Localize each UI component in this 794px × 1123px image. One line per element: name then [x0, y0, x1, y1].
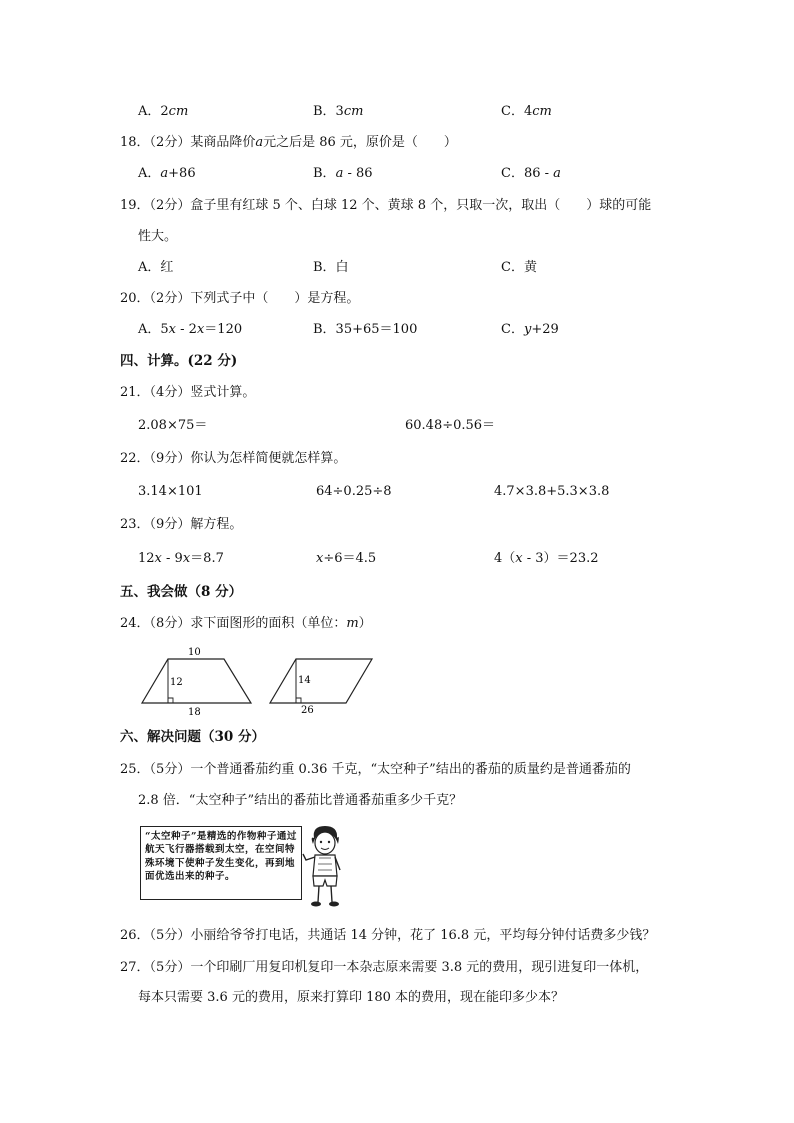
- q17-option-a: A．2cm: [138, 104, 189, 119]
- q21-stem: 21．（4分）竖式计算。: [120, 385, 256, 400]
- q24-figures: [138, 644, 388, 720]
- parallelogram-height-label: 14: [298, 675, 311, 686]
- q26-line1: 26．（5分）小丽给爷爷打电话，共通话 14 分钟，花了 16.8 元，平均每分钟付话费多少钱？: [120, 928, 656, 943]
- section-5-title: 五、我会做（8 分）: [120, 584, 243, 600]
- q22-expr-1: 3.14×101: [138, 484, 203, 499]
- q20-option-a: A．5x - 2x＝120: [138, 322, 243, 337]
- q17-option-c: C．4cm: [501, 104, 552, 119]
- trapezoid-bottom-label: 18: [188, 707, 201, 718]
- q27-line2: 每本只需要 3.6 元的费用，原来打算印 180 本的费用，现在能印多少本？: [138, 990, 565, 1005]
- section-4-title: 四、计算。(22 分): [120, 353, 238, 369]
- q19-option-c: C．黄: [501, 260, 537, 275]
- q18-option-a: A．a+86: [138, 166, 196, 181]
- q22-stem: 22．（9分）你认为怎样简便就怎样算。: [120, 451, 347, 466]
- q23-eq-2: x÷6＝4.5: [316, 551, 377, 566]
- q21-expr-2: 60.48÷0.56＝: [405, 418, 496, 433]
- q24-stem: 24．（8分）求下面图形的面积（单位：m）: [120, 616, 372, 631]
- q18-option-b: B．a - 86: [313, 166, 373, 181]
- child-illustration: [300, 824, 350, 910]
- q25-line1: 25．（5分）一个普通番茄约重 0.36 千克，“太空种子”结出的番茄的质量约是普通番茄的: [120, 762, 631, 777]
- q19-stem-line2: 性大。: [138, 229, 178, 244]
- q19-stem-line1: 19．（2分）盒子里有红球 5 个、白球 12 个、黄球 8 个，只取一次，取出（ ）球的可能: [120, 198, 652, 213]
- q18-option-c: C．86 - a: [501, 166, 561, 181]
- q23-eq-1: 12x - 9x＝8.7: [138, 551, 224, 566]
- q22-expr-2: 64÷0.25÷8: [316, 484, 392, 499]
- section-6-title: 六、解决问题（30 分）: [120, 729, 265, 745]
- q20-option-c: C．y+29: [501, 322, 559, 337]
- q18-stem: 18．（2分）某商品降价a元之后是 86 元，原价是（ ）: [120, 135, 457, 150]
- q27-line1: 27．（5分）一个印刷厂用复印机复印一本杂志原来需要 3.8 元的费用，现引进复印一体机，: [120, 960, 649, 975]
- q21-expr-1: 2.08×75＝: [138, 418, 208, 433]
- parallelogram-right-angle-mark: [296, 698, 301, 703]
- q20-stem: 20．（2分）下列式子中（ ）是方程。: [120, 291, 360, 306]
- trapezoid-top-label: 10: [188, 647, 201, 658]
- q19-option-a: A．红: [138, 260, 174, 275]
- q19-option-b: B．白: [313, 260, 349, 275]
- trapezoid-shape: [142, 659, 251, 703]
- parallelogram-shape: [270, 659, 372, 703]
- q17-option-b: B．3cm: [313, 104, 364, 119]
- q22-expr-3: 4.7×3.8+5.3×3.8: [494, 484, 610, 499]
- q25-line2: 2.8 倍．“太空种子”结出的番茄比普通番茄重多少千克？: [138, 793, 463, 808]
- q23-stem: 23．（9分）解方程。: [120, 517, 243, 532]
- q25-speech-bubble: “太空种子”是精选的作物种子通过航天飞行器搭载到太空，在空间特殊环境下使种子发生变化，再到地面优选出来的种子。: [140, 826, 302, 900]
- trapezoid-right-angle-mark: [168, 698, 173, 703]
- trapezoid-height-label: 12: [170, 677, 183, 688]
- q23-eq-3: 4（x - 3）＝23.2: [494, 551, 599, 566]
- q20-option-b: B．35+65＝100: [313, 322, 418, 337]
- parallelogram-base-label: 26: [301, 705, 314, 716]
